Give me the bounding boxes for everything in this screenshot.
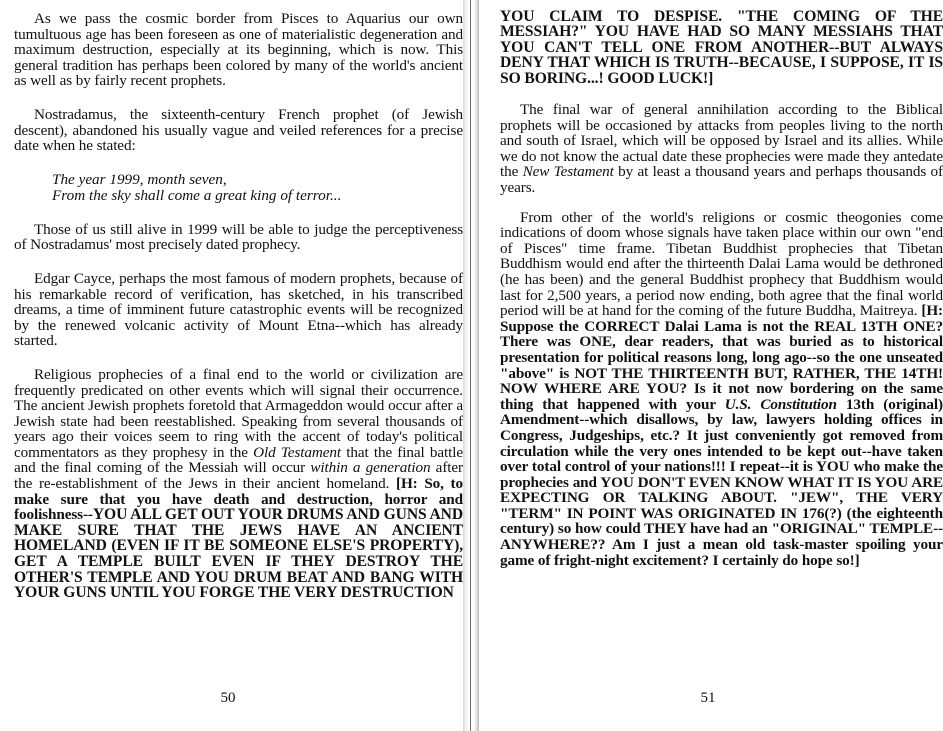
page-number-left: 50	[220, 690, 236, 706]
p5-text-c: after the re-establishment of the Jews in their ancient homeland.	[14, 459, 463, 493]
within-a-generation: within a generation	[310, 459, 431, 477]
old-testament-title: Old Testament	[253, 443, 341, 461]
quote-line-2: From the sky shall come a great king of terror...	[52, 186, 342, 204]
new-testament-title: New Testament	[522, 163, 614, 181]
us-constitution: U.S. Constitution	[724, 395, 837, 413]
p5-commentary-caps: YOU ALL GET OUT YOUR DRUMS AND GUNS AND MAKE SURE THAT THE JEWS HAVE AN ANCIENT HOMELAND (EVEN IF IT BE SOMEONE ELSE'S PROPERTY), GET A TEMPLE BUILT EVEN IF THEY DESTROY THE OTHER'S TEMPLE AND YOU DRUM BEAT AND BANG WITH YOUR GUNS UNTIL YOU FORGE THE VERY DESTRUCTION	[14, 506, 463, 602]
p5-text-a: Religious prophecies of a final end to the world or civilization are frequently predicated on other events which will signal their occurrence. The ancient Jewish prophets foretold that Armageddon would occur after a Jewish state had been reestablished. Speaking from several thousands of years ago their voices seem to ring with the accent of today's political commentators as they prophesy in the	[14, 365, 463, 461]
p3-commentary-1: [H: Suppose the CORRECT Dalai Lama is not the REAL 13TH ONE? There was ONE, dear readers, that was buried as to historical presentation for political reasons long, long ago--so the one unseated "above" is NOT THE THIRTEENTH BUT, RATHER, THE 14TH! NOW WHERE ARE YOU? Is it not now bordering on the same thing that happened with your	[500, 302, 943, 413]
right-paragraph-3	[500, 210, 943, 569]
left-paragraph-3: Those of us still alive in 1999 will be able to judge the perceptiveness of Nostradamus' most precisely dated prophecy.	[14, 220, 463, 254]
p5-commentary: [H: So, to make sure that you have death and destruction, horror and foolishness--	[14, 475, 464, 524]
right-page	[480, 0, 943, 731]
left-paragraph-4: Edgar Cayce, perhaps the most famous of modern prophets, because of his remarkable record of verification, has sketched, in his transcribed dreams, a time of imminent future catastrophic events will be recognized by the renewed volcanic activity of Mount Etna--which has already started.	[14, 269, 463, 350]
left-paragraph-2: Nostradamus, the sixteenth-century French prophet (of Jewish descent), abandoned his usually vague and veiled references for a precise date when he stated:	[14, 105, 463, 155]
page-number-right: 51	[700, 690, 716, 706]
right-paragraph-2	[500, 102, 943, 196]
book-spine	[463, 0, 479, 731]
p2-text-b: by at least a thousand years and perhaps thousands of years.	[500, 163, 943, 196]
right-paragraph-1: YOU CLAIM TO DESPISE. "THE COMING OF THE MESSIAH?" YOU HAVE HAD SO MANY MESSIAHS THAT YOU CAN'T TELL ONE FROM ANOTHER--BUT ALWAYS DENY THAT WHICH IS TRUTH--BECAUSE, I SUPPOSE, IT IS SO BORING...! GOOD LUCK!]	[500, 8, 943, 87]
gutter-line	[470, 0, 471, 731]
left-paragraph-5	[14, 367, 463, 601]
left-page	[0, 0, 463, 731]
p3-commentary-2: 13th (original) Amendment--which disallows, by law, lawyers holding offices in Congress, Judgeships, etc.? It just conveniently got removed from circulation while the very ones intended to be kept out--have taken over total control of your nations!!! I repeat--it is YOU who make the prophecies and YOU DON'T EVEN KNOW WHAT IT IS YOU ARE EXPECTING OR TALKING ABOUT. "JEW", THE VERY "TERM" IN POINT WAS ORIGINATED IN 176(?) (the eighteenth century) so how could THEY have had an "ORIGINAL" TEMPLE--ANYWHERE?? Am I just a mean old task-master spoiling your game of fright-night excitement? I certainly do hope so!]	[500, 395, 943, 569]
p5-text-b: that the final battle and the final coming of the Messiah will occur	[14, 443, 463, 477]
nostradamus-quote	[52, 172, 463, 204]
p3-text-a: From other of the world's religions or cosmic theogonies come indications of doom whose signals have taken place within our own "end of Pisces" time frame. Tibetan Buddhist prophecies that Tibetan Buddhism would end after the thirteenth Dalai Lama would be dethroned (he has been) and the general Buddhist prophecy that Buddhism would last for 2,500 years, a period now ending, both agree that the final world period will be at hand for the coming of the future Buddha, Maitreya.	[500, 208, 943, 320]
p2-text-a: The final war of general annihilation according to the Biblical prophets will be occasioned by attacks from peoples living to the north and south of Israel, which will be opposed by Israel and its allies. While we do not know the actual date these prophecies were made they antedate the	[500, 101, 943, 181]
quote-line-1: The year 1999, month seven,	[52, 170, 227, 188]
left-paragraph-1: As we pass the cosmic border from Pisces to Aquarius our own tumultuous age has been foreseen as one of materialistic degeneration and maximum destruction, especially at its beginning, which is now. This general tradition has perhaps been colored by many of the world's ancient as well as by fairly recent prophets.	[14, 10, 463, 90]
